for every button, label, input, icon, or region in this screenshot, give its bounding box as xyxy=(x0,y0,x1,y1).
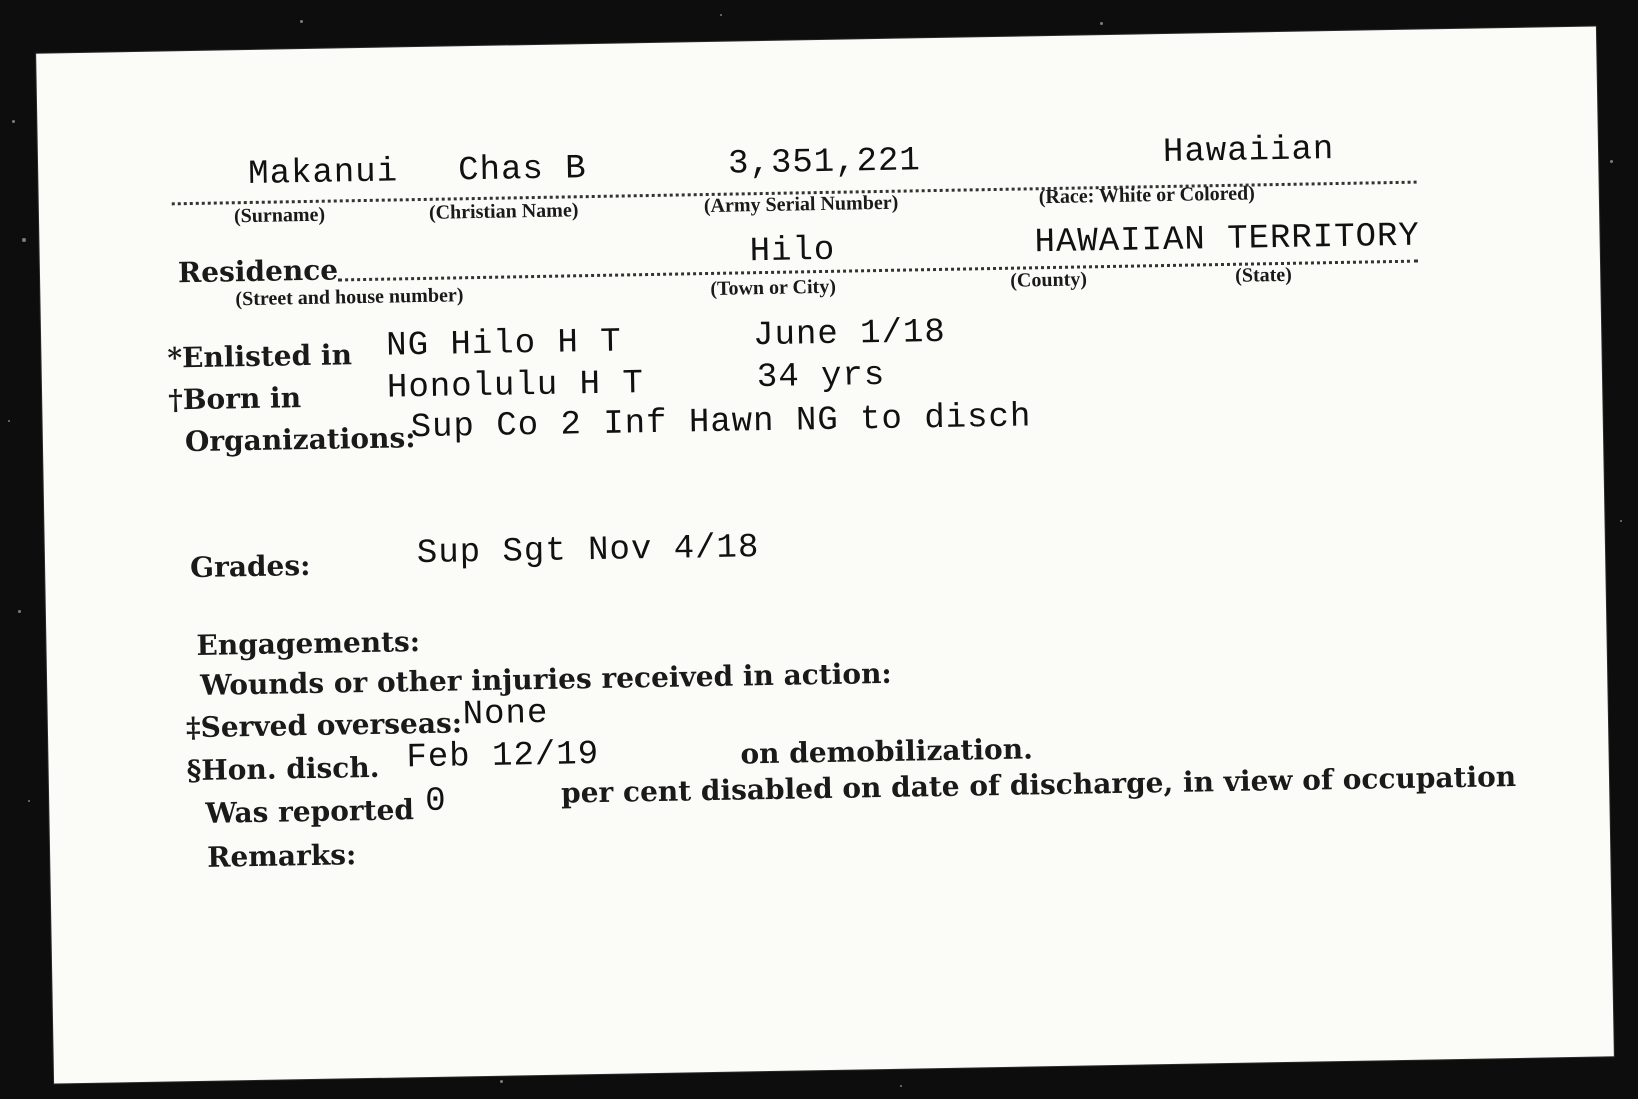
speck xyxy=(500,1080,503,1083)
honorable-discharge-date-value: Feb 12/19 xyxy=(406,735,600,778)
speck xyxy=(18,610,21,613)
residence-label: Residence xyxy=(177,253,339,290)
town-caption: (Town or City) xyxy=(710,275,837,300)
speck xyxy=(1610,160,1613,163)
enlisted-place-value: NG Hilo H T xyxy=(385,323,623,366)
organizations-label: Organizations: xyxy=(184,421,416,459)
served-overseas-label: ‡Served overseas: xyxy=(185,706,463,745)
honorable-discharge-label: §Hon. disch. xyxy=(186,750,380,788)
organizations-value: Sup Co 2 Inf Hawn NG to disch xyxy=(410,398,1032,448)
surname-value: Makanui xyxy=(247,153,399,195)
born-label: †Born in xyxy=(167,381,302,417)
grades-value: Sup Sgt Nov 4/18 xyxy=(416,529,760,574)
remarks-label: Remarks: xyxy=(206,838,357,874)
disability-value: 0 xyxy=(424,782,447,822)
speck xyxy=(300,20,303,23)
served-overseas-value: None xyxy=(462,694,549,735)
wounds-label: Wounds or other injuries received in action: xyxy=(199,656,893,702)
race-caption: (Race: White or Colored) xyxy=(1038,182,1256,209)
state-caption: (State) xyxy=(1234,263,1293,287)
speck xyxy=(12,120,15,123)
speck xyxy=(720,14,722,16)
serial-number-caption: (Army Serial Number) xyxy=(703,191,899,218)
disability-label: Was reported xyxy=(205,793,415,830)
race-value: Hawaiian xyxy=(1162,131,1335,173)
born-age-value: 34 yrs xyxy=(756,356,886,398)
speck xyxy=(28,800,30,802)
christian-name-value: Chas B xyxy=(457,150,587,191)
speck xyxy=(900,1085,902,1087)
record-card xyxy=(36,26,1614,1083)
street-caption: (Street and house number) xyxy=(235,284,464,311)
grades-label: Grades: xyxy=(189,548,311,585)
serial-number-value: 3,351,221 xyxy=(727,142,922,184)
speck xyxy=(1620,520,1622,522)
disability-suffix-text: per cent disabled on date of discharge, in view of occupation xyxy=(560,759,1517,810)
residence-state-value: HAWAIIAN TERRITORY xyxy=(1034,217,1421,263)
discharge-suffix-text: on demobilization. xyxy=(740,732,1034,771)
county-caption: (County) xyxy=(1010,268,1088,292)
engagements-label: Engagements: xyxy=(196,625,421,662)
born-place-value: Honolulu H T xyxy=(386,365,645,408)
enlisted-date-value: June 1/18 xyxy=(752,313,947,356)
christian-name-caption: (Christian Name) xyxy=(428,199,579,224)
residence-town-value: Hilo xyxy=(749,231,836,272)
speck xyxy=(1100,22,1103,25)
speck xyxy=(22,238,26,242)
speck xyxy=(8,420,10,422)
enlisted-label: *Enlisted in xyxy=(167,338,353,375)
surname-caption: (Surname) xyxy=(233,203,326,228)
